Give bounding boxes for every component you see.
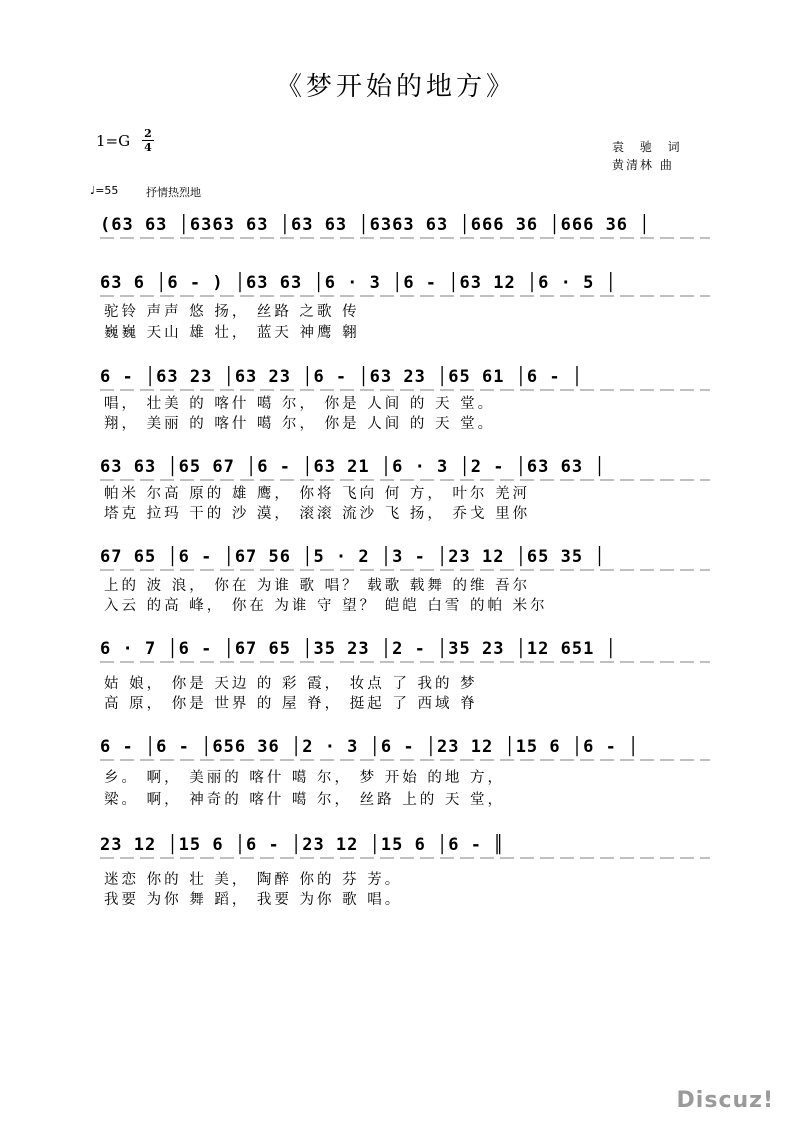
notation-line-6: 6 · 7 │6 - │67 65 │35 23 │2 - │35 23 │12 651 │ [100,639,617,659]
lyrics-line-6-verse-2: 高 原， 你是 世界 的 屋 脊， 挺起 了 西域 脊 [104,696,478,712]
lyrics-line-6-verse-1: 姑 娘， 你是 天边 的 彩 霞， 妆点 了 我的 梦 [104,676,478,692]
notation-line-1: (63 63 │6363 63 │63 63 │6363 63 │666 36 │666 36 │ [100,215,651,235]
lyrics-line-7-verse-1: 乡。 啊， 美丽的 喀什 噶 尔， 梦 开始 的地 方， [104,770,505,786]
lyrics-line-2-verse-2: 巍巍 天山 雄 壮， 蓝天 神鹰 翱 [104,325,360,341]
lyrics-line-7-verse-2: 梁。 啊， 神奇的 喀什 噶 尔， 丝路 上的 天 堂， [104,792,505,808]
lyrics-line-8-verse-2: 我要 为你 舞 蹈， 我要 为你 歌 唱。 [104,892,403,908]
lyricist-credit: 袁 驰 词 [612,140,686,154]
time-signature-bottom: 4 [144,141,152,154]
song-title: 《梦开始的地方》 [275,72,516,102]
notation-line-8: 23 12 │15 6 │6 - │23 12 │15 6 │6 - ║ [100,835,505,855]
notation-line-4: 63 63 │65 67 │6 - │63 21 │6 · 3 │2 - │63 63 │ [100,457,606,477]
lyrics-line-4-verse-2: 塔克 拉玛 干的 沙 漠， 滚滚 流沙 飞 扬， 乔戈 里你 [104,506,531,522]
composer-credit: 黄清林 曲 [612,158,674,172]
lyrics-line-3-verse-1: 唱， 壮美 的 喀什 噶 尔， 你是 人间 的 天 堂。 [104,396,496,412]
expression-marking: 抒情热烈地 [146,186,201,199]
lyrics-line-8-verse-1: 迷恋 你的 壮 美， 陶醉 你的 芬 芳。 [104,872,403,888]
time-signature-top: 2 [144,127,152,140]
lyrics-line-5-verse-2: 入云 的高 峰， 你在 为谁 守 望？ 皑皑 白雪 的帕 米尔 [104,598,548,614]
lyrics-line-3-verse-2: 翔， 美丽 的 喀什 噶 尔， 你是 人间 的 天 堂。 [104,416,496,432]
notation-line-5: 67 65 │6 - │67 56 │5 · 2 │3 - │23 12 │65 35 │ [100,547,606,567]
lyrics-line-5-verse-1: 上的 波 浪， 你在 为谁 歌 唱？ 载歌 载舞 的维 吾尔 [104,578,531,594]
lyrics-line-4-verse-1: 帕米 尔高 原的 雄 鹰， 你将 飞向 何 方， 叶尔 羌河 [104,486,531,502]
lyrics-line-2-verse-1: 驼铃 声声 悠 扬， 丝路 之歌 传 [104,304,360,320]
notation-line-3: 6 - │63 23 │63 23 │6 - │63 23 │65 61 │6 - │ [100,367,584,387]
key-signature: 1=G [96,132,131,150]
time-signature [142,128,154,153]
notation-line-7: 6 - │6 - │656 36 │2 · 3 │6 - │23 12 │15 6 │6 - │ [100,737,640,757]
notation-line-2: 63 6 │6 - ) │63 63 │6 · 3 │6 - │63 12 │6 · 5 │ [100,273,617,293]
tempo-marking: ♩=55 [90,184,119,197]
watermark: Discuz! [676,1088,774,1113]
